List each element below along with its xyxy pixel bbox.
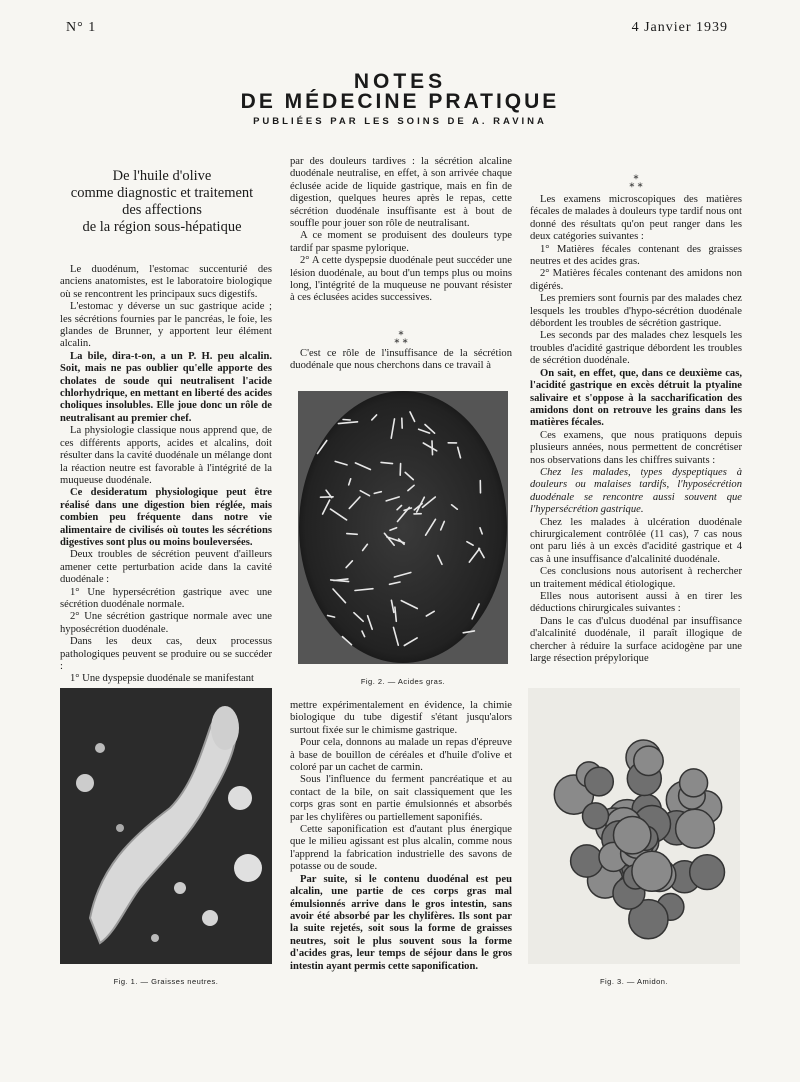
paragraph: Ces conclusions nous autorisent à rechercher un traitement médical étiologique.: [530, 566, 742, 590]
section-break-stars-right: * * *: [629, 174, 643, 193]
paragraph: 1° Une dyspepsie duodénale se manifestant: [70, 673, 254, 685]
starch-grain: [676, 809, 715, 848]
paragraph: Par suite, si le contenu duodénal est peu alcalin, une partie de ces corps gras mal émulsionnés arrive dans le gros intestin, sans avoir été absorbé par les chylifères. Ils sont par la suite rejetés, soit sous la forme de graisses neutres, soit le plus souvent sous la forme d'acides gras, leur temps de séjour dans le gros intestin ayant permis cette saponification.: [290, 873, 512, 972]
paragraph: La bile, dira-t-on, a un P. H. peu alcalin. Soit, mais ne pas oublier qu'elle apporte des cholates de soude qui neutralisent l'acide chlorhydrique, en mettant en liberté des acides choliques insolubles. Elle joue donc un rôle de neutralisant au premier chef.: [60, 350, 272, 424]
paragraph: 2° A cette dyspepsie duodénale peut succéder une lésion duodénale, au bout d'un temps plus ou moins long, l'intégrité de la muqueuse ne pouvant résister à ces éclusées acides successives.: [290, 255, 512, 304]
paragraph: Ces examens, que nous pratiquons depuis plusieurs années, nous permettent de concrétiser nos observations dans les chiffres suivants :: [530, 429, 742, 466]
paragraph: 2° Matières fécales contenant des amidons non digérés.: [530, 268, 742, 292]
paragraph: Dans les deux cas, deux processus pathologiques peuvent se produire ou se succéder :: [60, 636, 272, 672]
starch-grain: [585, 767, 614, 796]
paragraph: Cette saponification est d'autant plus énergique que le milieu agissant est plus alcalin, comme nous l'apprend la fabrication industrielle des savons de potasse ou de soude.: [290, 824, 512, 873]
issue-date: 4 Janvier 1939: [631, 20, 728, 35]
starch-grain: [634, 746, 663, 775]
paragraph: Ce desideratum physiologique peut être réalisé dans une digestion bien réglée, mais combien peu fréquente dans notre vie alimentaire de civilisés où toutes les sécrétions digestives sont plus ou moins bouleversées.: [60, 487, 272, 548]
paragraph: On sait, en effet, que, dans ce deuxième cas, l'acidité gastrique en excès détruit la ptyaline salivaire et s'oppose à la saccharification des amidons dont on retrouve les grains dans les matières fécales.: [530, 367, 742, 429]
paragraph: par des douleurs tardives : la sécrétion alcaline duodénale neutralise, en effet, à son arrivée chaque éclusée acide de liquide gastrique, mais en fin de digestion, quelques heures après le repas, cette sécrétion duodénale insuffisante est à bout de souffle pour jouer son rôle de neutralisant.: [290, 156, 512, 230]
paragraph: Le duodénum, l'estomac succenturié des anciens anatomistes, est le laboratoire biologique où se rencontrent les principaux sucs digestifs.: [60, 264, 272, 300]
paragraph: Les seconds par des malades chez lesquels les troubles d'acidité gastrique débordent les troubles de sécrétion duodénale.: [530, 330, 742, 367]
title-line: comme diagnostic et traitement: [70, 185, 254, 201]
column-2-top: [290, 156, 512, 305]
title-line: des affections: [122, 202, 202, 218]
masthead-title: DE MÉDECINE PRATIQUE: [240, 90, 560, 113]
paragraph: 2° Une sécrétion gastrique normale avec une hyposécrétion duodénale.: [60, 611, 272, 635]
article-title: [62, 168, 262, 236]
graisses-neutres-micrograph: [60, 688, 272, 964]
needle-crystal: [343, 420, 350, 421]
paragraph: C'est ce rôle de l'insuffisance de la sécrétion duodénale que nous cherchons dans ce travail à: [290, 348, 512, 372]
figure-1-image: [60, 688, 272, 964]
paragraph: mettre expérimentalement en évidence, la chimie biologique du tube digestif s'étant jusqu'alors surtout fixée sur le chimisme gastrique.: [290, 700, 512, 736]
starch-grain: [583, 803, 609, 829]
paragraph: Pour cela, donnons au malade un repas d'épreuve à base de bouillon de céréales et d'huile d'olive et coloré par un cachet de carmin.: [290, 737, 512, 774]
paragraph: Chez les malades, types dyspeptiques à douleurs ou malaises tardifs, l'hyposécrétion duodénale se rencontre aussi souvent que l'hypersécrétion gastrique.: [530, 466, 742, 516]
figure-3-image: [528, 688, 740, 964]
title-line: De l'huile d'olive: [112, 168, 212, 184]
paragraph: Elles nous autorisent aussi à en tirer les déductions chirurgicales suivantes :: [530, 591, 742, 615]
needle-crystal: [347, 534, 357, 535]
paragraph: 1° Une hypersécrétion gastrique avec une sécrétion duodénale normale.: [60, 586, 272, 610]
title-line: de la région sous-hépatique: [82, 219, 242, 235]
starch-grain: [690, 855, 725, 890]
acides-gras-micrograph: [298, 391, 508, 664]
paragraph: A ce moment se produisent des douleurs type tardif par spasme pylorique.: [290, 230, 512, 254]
paragraph: 1° Matières fécales contenant des graisses neutres et des acides gras.: [530, 243, 742, 268]
masthead-notes: NOTES: [353, 70, 447, 93]
masthead-editor: PUBLIÉES PAR LES SOINS DE A. RAVINA: [253, 116, 547, 127]
paragraph: Les premiers sont fournis par des malades chez lesquels les troubles d'hypo-sécrétion duodénale débordent les troubles de sécrétion gastrique.: [530, 293, 742, 330]
figure-2-caption: Fig. 2. — Acides gras.: [360, 677, 446, 686]
starch-grain: [571, 845, 603, 877]
starch-grain: [614, 817, 651, 854]
figure-3-caption: Fig. 3. — Amidon.: [599, 977, 669, 986]
paragraph: La physiologie classique nous apprend que, de ces différents apports, acides et alcalins, doit résulter dans la cavité duodénale un mélange dont la réaction neutre est favorable à l'intégrité de la muqueuse duodénale.: [60, 425, 272, 486]
figure-1-caption: Fig. 1. — Graisses neutres.: [113, 977, 219, 986]
section-break-stars: * * *: [394, 330, 408, 349]
paragraph: Deux troubles de sécrétion peuvent d'ailleurs amener cette perturbation acide dans la cavité duodénale :: [60, 549, 272, 586]
issue-number: N° 1: [66, 20, 97, 35]
starch-grain: [632, 851, 672, 891]
paragraph: Les examens microscopiques des matières fécales de malades à douleurs type tardif nous ont donné des résultats qu'on peut ranger dans les deux catégories suivantes :: [530, 194, 742, 243]
column-2-middle: [290, 348, 512, 373]
paragraph: Chez les malades à ulcération duodénale chirurgicalement contrôlée (11 cas), 7 cas nous ont paru liés à un excès d'acidité gastrique et 4 cas à une insuffisance d'alcalinité duodénale.: [530, 516, 742, 565]
paragraph: L'estomac y déverse un suc gastrique acide ; les sécrétions fournies par le pancréas, le foie, les glandes de Brunner, y apportent leur élément alcalin.: [60, 301, 272, 350]
column-1: [60, 264, 272, 686]
paragraph: Dans le cas d'ulcus duodénal par insuffisance d'alcalinité duodénale, il paraît illogique de chercher à réduire la surface acidogène par une large résection prépylorique: [530, 615, 742, 665]
figure-2-image: [298, 391, 508, 664]
amidon-micrograph: [528, 688, 740, 964]
column-3: [530, 194, 742, 665]
paragraph: Sous l'influence du ferment pancréatique et au contact de la bile, on sait classiquement que les corps gras sont en partie émulsionnés et absorbés par les chylifères ou partiellement saponifiés.: [290, 774, 512, 823]
column-2-bottom: [290, 700, 512, 973]
starch-grain: [680, 769, 708, 797]
